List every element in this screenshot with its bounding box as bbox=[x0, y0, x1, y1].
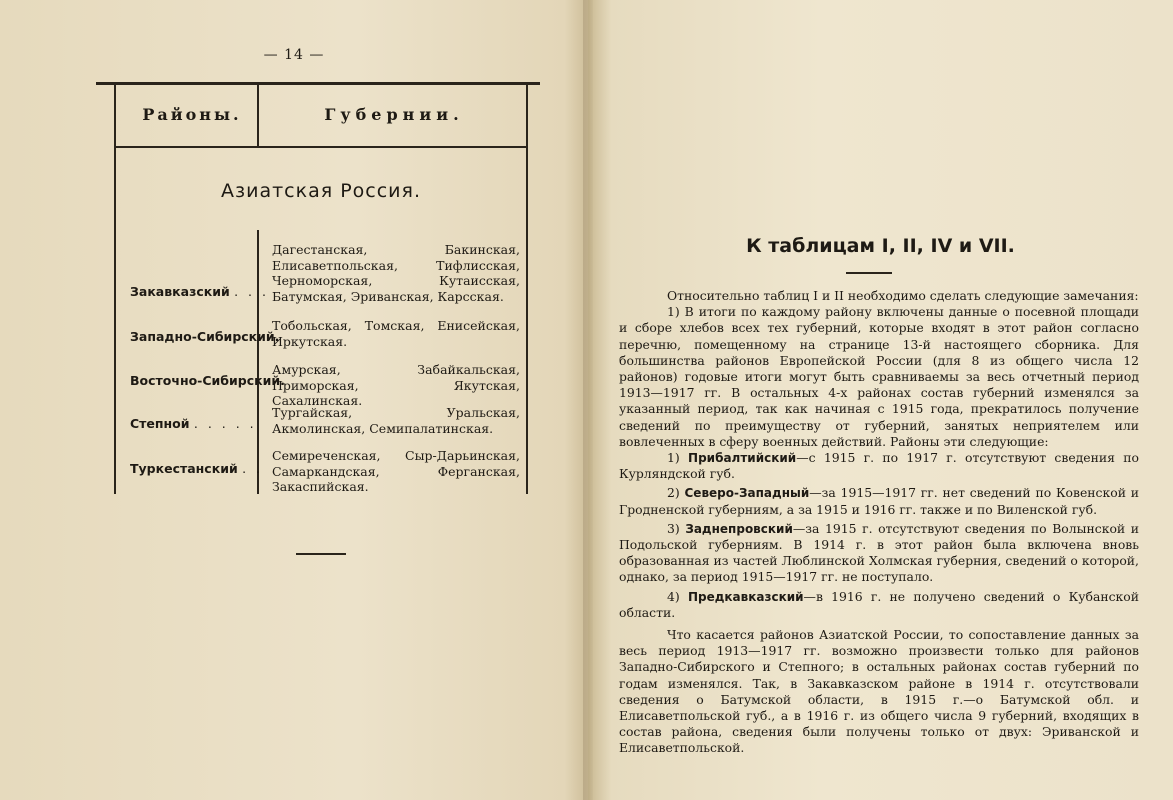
table-header-rule bbox=[114, 146, 528, 148]
heading-rule bbox=[846, 272, 892, 274]
region-name: Восточно-Сибирский. bbox=[130, 373, 285, 388]
region-name: Западно-Сибирский. bbox=[130, 329, 280, 344]
right-page bbox=[588, 0, 1173, 800]
table-header-divider bbox=[257, 84, 259, 146]
table-column-divider bbox=[257, 230, 259, 494]
closing-paragraph: Что касается районов Азиатской России, то сопоставление данных за весь период 1913—1917 гг. возможно произвести только для районов Западно-Сибирского и Степного; в остальных районах состав губерний по годам изменялся. Так, в Закавказском районе в 1914 г. отсутствовали сведения о Батумской области, в 1915 г.—о Батумской обл. и Елисаветпольской губ., а в 1916 г. из общего числа 9 губерний, входящих в состав района, сведения были получены только от двух: Эриванской и Елисаветпольской. bbox=[619, 627, 1139, 756]
section-title: Азиатская Россия. bbox=[221, 180, 421, 202]
item-region: Предкавказский bbox=[687, 589, 804, 604]
item-number: 1) bbox=[667, 450, 680, 466]
item-number: 3) bbox=[667, 520, 680, 536]
list-item bbox=[619, 485, 1139, 517]
list-item bbox=[619, 450, 1139, 482]
book-gutter bbox=[583, 0, 593, 800]
table-row-provinces: Семиреченская, Сыр-Дарьинская, Самаркандская, Ферганская, Закаспийская. bbox=[272, 448, 520, 494]
regions-table bbox=[96, 82, 540, 494]
page-number: — 14 — bbox=[263, 47, 325, 63]
leader-dots: . . . bbox=[234, 284, 269, 299]
list-item bbox=[619, 521, 1139, 586]
item-text: —за 1915 г. отсутствуют сведения по Волынской и Подольской губерниям. В 1914 г. в этот район была включена вновь образованная из частей Люблинской Холмская губерния, сведений о которой, однако, за период 1915—1917 гг. не поступало. bbox=[619, 520, 1139, 585]
table-row-region bbox=[130, 284, 269, 299]
leader-dots: . . bbox=[242, 461, 264, 476]
table-row-region bbox=[130, 461, 263, 476]
table-row-region bbox=[130, 373, 285, 388]
column-header-regions: Районы. bbox=[142, 105, 242, 124]
region-name: Туркестанский bbox=[130, 461, 238, 476]
body-text bbox=[619, 288, 1139, 757]
intro-paragraph: Относительно таблиц I и II необходимо сделать следующие замечания: bbox=[667, 288, 1139, 303]
item-text: —за 1915—1917 гг. нет сведений по Ковенской и Гродненской губерниям, а за 1915 и 1916 гг. также и по Виленской губ. bbox=[619, 485, 1139, 517]
leader-dots: . . . . . bbox=[193, 416, 257, 431]
table-row-region bbox=[130, 416, 257, 431]
item-region: Заднепровский bbox=[685, 521, 793, 536]
table-row-provinces: Тургайская, Уральская, Акмолинская, Семипалатинская. bbox=[272, 405, 520, 436]
item-number: 2) bbox=[667, 485, 680, 501]
item-text: —с 1915 г. по 1917 г. отсутствуют сведения по Курляндской губ. bbox=[619, 450, 1139, 482]
list-item bbox=[619, 589, 1139, 621]
table-row-provinces: Амурская, Забайкальская, Приморская, Якутская, Сахалинская. bbox=[272, 362, 520, 408]
item-text: —в 1916 г. не получено сведений о Кубанской области. bbox=[619, 588, 1139, 620]
point-1-paragraph: 1) В итоги по каждому району включены данные о посевной площади и сборе хлебов всех тех губерний, которые входят в этот район согласно перечню, помещенному на странице 13-й настоящего сборника. Для большинства районов Европейской России (для 8 из общего числа 12 районов) годовые итоги могут быть сравниваемы за весь отчетный период 1913—1917 гг. В остальных 4-х районах состав губерний изменялся за указанный период, так как начиная с 1915 года, прекратилось получение сведений по преимуществу от губерний, занятых неприятелем или вовлеченных в сферу военных действий. Районы эти следующие: bbox=[619, 304, 1139, 449]
item-number: 4) bbox=[667, 588, 680, 604]
table-top-rule bbox=[96, 82, 540, 85]
region-name: Закавказский bbox=[130, 284, 230, 299]
column-header-provinces: Губернии. bbox=[324, 105, 464, 124]
end-rule bbox=[296, 553, 346, 555]
table-row-provinces: Тобольская, Томская, Енисейская, Иркутская. bbox=[272, 318, 520, 349]
item-region: Прибалтийский bbox=[688, 451, 797, 466]
region-name: Степной bbox=[130, 416, 190, 431]
section-heading: К таблицам I, II, IV и VII. bbox=[746, 235, 1015, 257]
table-row-provinces: Дагестанская, Бакинская, Елисаветпольская, Тифлисская, Черноморская, Кутаисская, Батумская, Эриванская, Карсская. bbox=[272, 242, 520, 304]
table-row-region bbox=[130, 329, 279, 344]
item-region: Северо-Западный bbox=[684, 486, 810, 501]
